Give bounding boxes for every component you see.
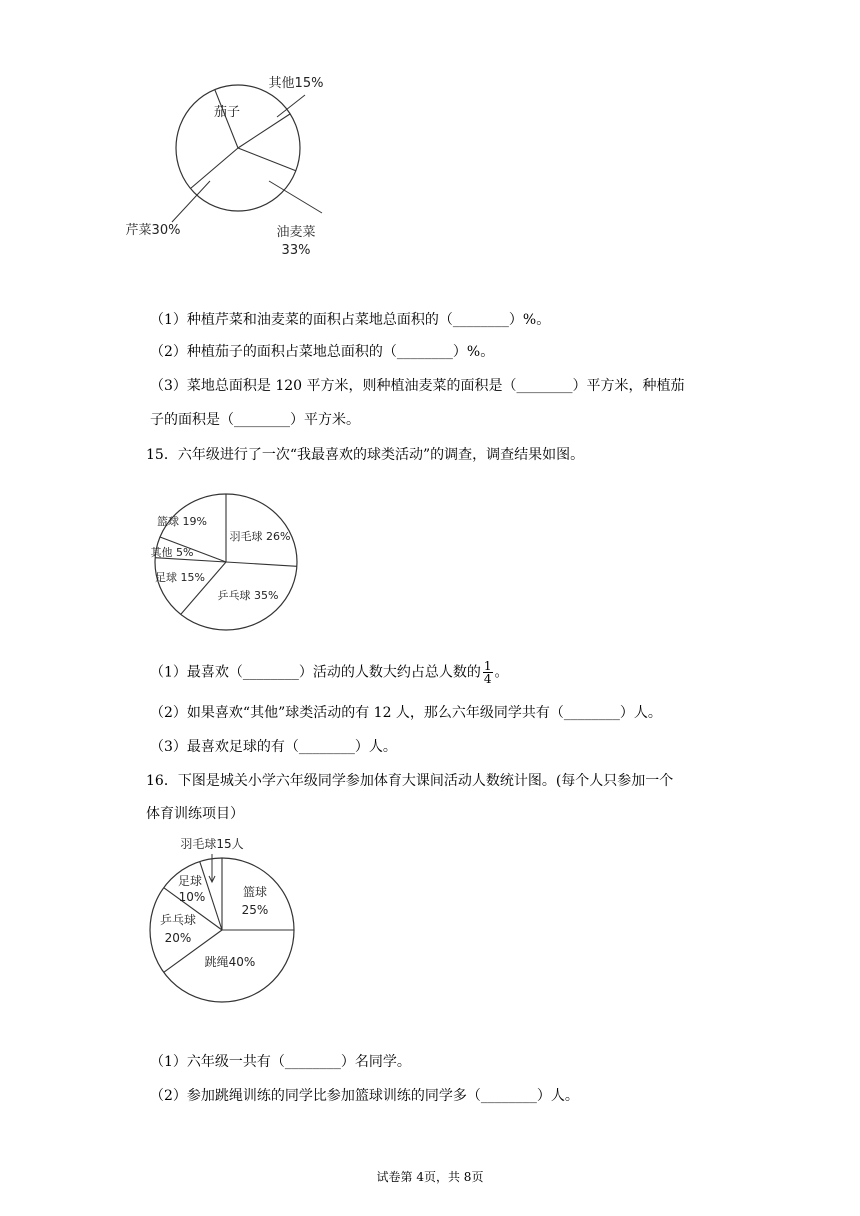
pie-slice-value-label: 20% bbox=[164, 931, 192, 945]
pie-slice-label: 乒乓球 35% bbox=[217, 589, 279, 602]
pie-slice-label: 其他15% bbox=[268, 76, 324, 91]
q15-part1 bbox=[150, 660, 509, 685]
q16-part2: （2）参加跳绳训练的同学比参加篮球训练的同学多（________）人。 bbox=[150, 1088, 579, 1104]
q15-part2: （2）如果喜欢“其他”球类活动的有 12 人，那么六年级同学共有（________）人。 bbox=[150, 705, 662, 721]
q14-part1: （1）种植芹菜和油麦菜的面积占菜地总面积的（________）%。 bbox=[150, 312, 551, 328]
pie-slice-value-label: 33% bbox=[281, 243, 311, 258]
q15-title: 15．六年级进行了一次“我最喜欢的球类活动”的调查，调查结果如图。 bbox=[146, 447, 585, 463]
pie-slice-label: 芹菜30% bbox=[125, 223, 181, 238]
pie-slice-label: 茄子 bbox=[213, 105, 241, 120]
pie-slice-label: 足球 15% bbox=[155, 571, 205, 584]
pie-slice-label: 羽毛球 26% bbox=[229, 530, 291, 543]
q14-part2: （2）种植茄子的面积占菜地总面积的（________）%。 bbox=[150, 344, 495, 360]
pie-slice-label: 篮球 bbox=[242, 885, 268, 899]
pe-activity-pie-chart bbox=[140, 832, 310, 1012]
pie-slice-value-label: 25% bbox=[241, 903, 269, 917]
pie-slice-label: 篮球 19% bbox=[157, 515, 207, 528]
pie-slice-label: 羽毛球15人 bbox=[180, 837, 244, 851]
q15-part3: （3）最喜欢足球的有（________）人。 bbox=[150, 739, 397, 755]
page-footer: 试卷第 4页，共 8页 bbox=[376, 1170, 484, 1184]
pie-slice-label: 其他 5% bbox=[150, 546, 194, 559]
q16-title-line2: 体育训练项目） bbox=[146, 806, 244, 822]
vegetable-pie-chart bbox=[125, 60, 380, 270]
q16-title-line1: 16．下图是城关小学六年级同学参加体育大课间活动人数统计图。(每个人只参加一个 bbox=[146, 773, 674, 789]
fraction-denominator: 4 bbox=[483, 672, 492, 686]
pie-slice-value-label: 10% bbox=[178, 890, 206, 904]
pie-slice-label: 跳绳40% bbox=[204, 955, 256, 969]
q15-part1-text: （1）最喜欢（________）活动的人数大约占总人数的 bbox=[150, 664, 481, 681]
pie-slice-label: 足球 bbox=[177, 874, 203, 888]
q16-part1: （1）六年级一共有（________）名同学。 bbox=[150, 1054, 411, 1070]
pie-slice-label: 油麦菜 bbox=[276, 225, 316, 240]
q14-part3-line2: 子的面积是（________）平方米。 bbox=[150, 412, 360, 428]
ball-games-pie-chart bbox=[150, 485, 310, 637]
fraction-one-quarter bbox=[483, 660, 493, 685]
fraction-numerator: 1 bbox=[483, 659, 492, 673]
q15-part1-end: 。 bbox=[494, 664, 509, 681]
pie-slice-label: 乒乓球 bbox=[159, 913, 197, 927]
q14-part3-line1: （3）菜地总面积是 120 平方米，则种植油麦菜的面积是（________）平方米，种植茄 bbox=[150, 378, 685, 394]
